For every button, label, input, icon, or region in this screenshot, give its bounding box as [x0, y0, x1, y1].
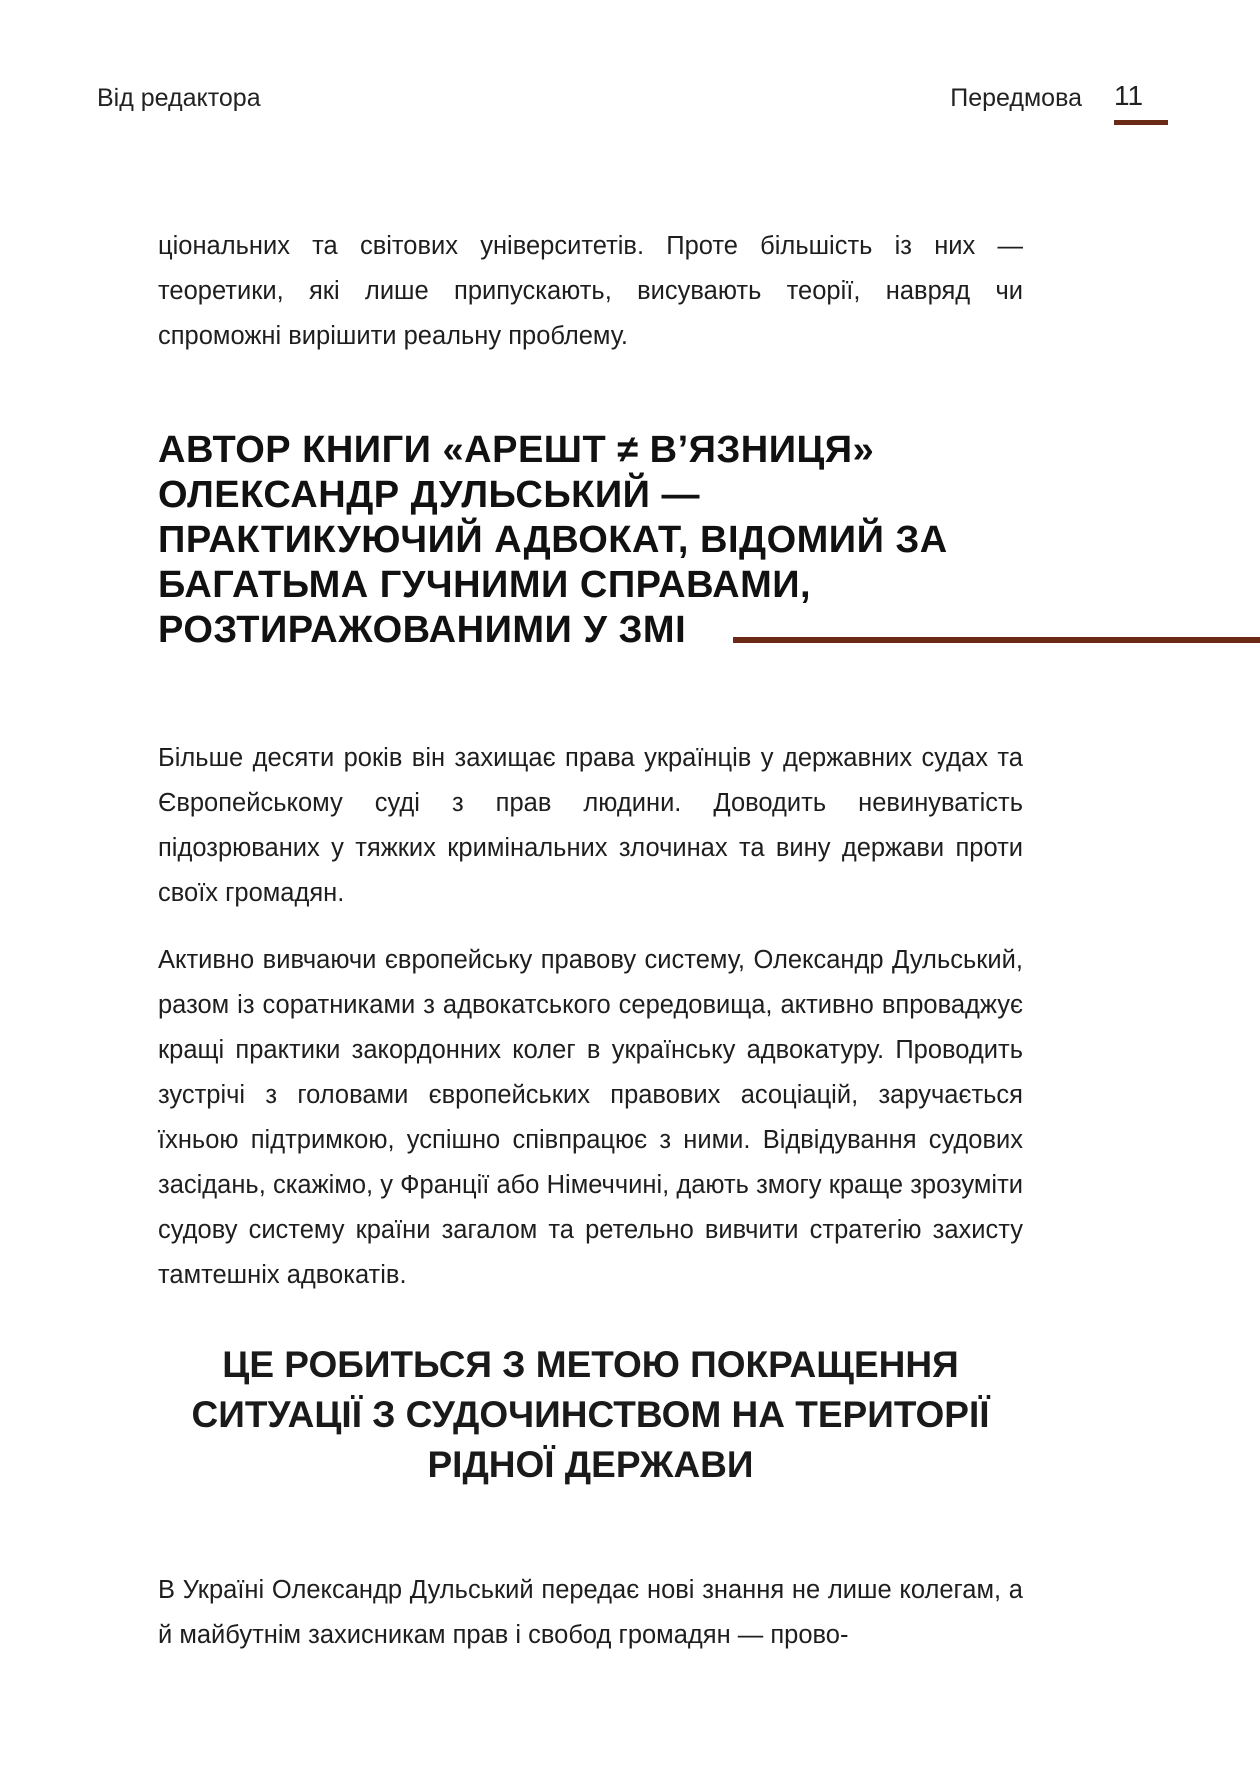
page-number-underline [1114, 120, 1168, 125]
heading-accent-rule [733, 637, 1260, 643]
page-number: 11 [1114, 80, 1144, 111]
running-header-right: Передмова [950, 84, 1082, 112]
paragraph-european-practice: Активно вивчаючи європейську правову систему, Олександр Дульський, разом із соратниками з адвокатського середовища, активно впроваджує кращі практики закордонних колег в українську адвокатуру. Проводить зустрічі з головами європейських правових асоціацій, заручається їхньою підтримкою, успішно співпрацює з ними. Відвідування судових засідань, скажімо, у Франції або Німеччині, дають змогу краще зрозуміти судову систему країни загалом та ретельно вивчити стратегію захисту тамтешніх адвокатів. [158, 946, 1023, 1289]
running-header-left: Від редактора [97, 84, 261, 112]
paragraph-experience: Більше десяти років він захищає права українців у державних судах та Європейському суді з прав людини. Доводить невинуватість підозрюваних у тяжких кримінальних злочинах та вину держави проти своїх громадян. [158, 744, 1023, 907]
section-heading-author: АВТОР КНИГИ «АРЕШТ ≠ В’ЯЗНИЦЯ» ОЛЕКСАНДР ДУЛЬСЬКИЙ — ПРАКТИКУЮЧИЙ АДВОКАТ, ВІДОМИЙ ЗА БАГАТЬМА ГУЧНИМИ СПРАВАМИ, РОЗТИРАЖОВАНИМИ У ЗМІ [158, 429, 948, 651]
paragraph-knowledge-transfer: В Україні Олександр Дульський передає нові знання не лише колегам, а й майбутнім захисникам прав і свобод громадян — прово- [158, 1576, 1023, 1649]
paragraph-intro-continued: ціональних та світових університетів. Проте більшість із них — теоретики, які лише припускають, висувають теорії, навряд чи спроможні вирішити реальну проблему. [158, 232, 1023, 350]
section-heading-goal: ЦЕ РОБИТЬСЯ З МЕТОЮ ПОКРАЩЕННЯ СИТУАЦІЇ З СУДОЧИНСТВОМ НА ТЕРИТОРІЇ РІДНОЇ ДЕРЖАВИ [191, 1344, 990, 1485]
